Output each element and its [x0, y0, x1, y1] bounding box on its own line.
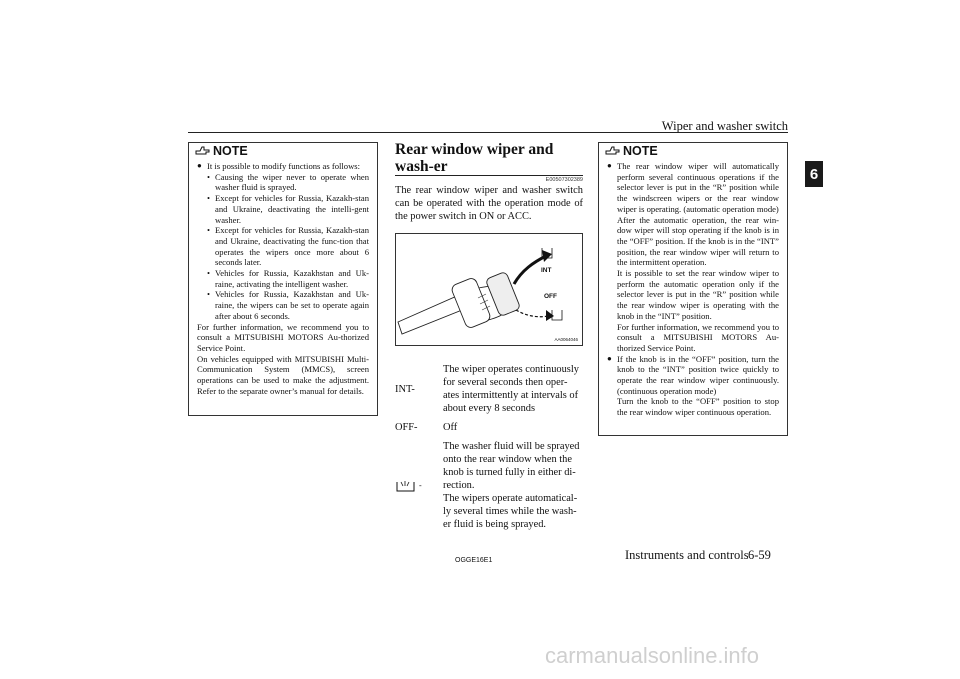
note-bullet: [197, 161, 369, 172]
note-paragraph: On vehicles equipped with MITSUBISHI Multi-Communication System (MMCS), screen operations can be used to make the adjustment. Refer to the separate owner’s manual for details.: [197, 353, 369, 396]
note-bullet: [607, 354, 779, 418]
note-bullet-text: It is possible to modify functions as follows:: [207, 161, 361, 171]
bullet-dot-icon: ●: [197, 161, 202, 170]
bullet-dot-icon: ●: [607, 161, 612, 170]
note-heading: [189, 143, 377, 158]
figure-code: AA0064046: [554, 337, 578, 342]
figure-label-int: INT: [541, 267, 552, 274]
rear-washer-icon: [395, 479, 417, 493]
note-sub-item: [197, 289, 369, 321]
mode-key: INT-: [395, 383, 415, 395]
mode-desc: Off: [443, 422, 458, 433]
section-intro: The rear window wiper and washer switch can be operated with the operation mode of the power switch in ON or ACC.: [395, 185, 583, 222]
mode-row: [395, 421, 583, 434]
page-number: 6-59: [748, 548, 771, 562]
mode-row: [395, 363, 583, 415]
watermark: carmanualsonline.info: [545, 643, 760, 668]
right-note-body: [599, 158, 787, 422]
footer-code: OGGE16E1: [455, 557, 493, 564]
mode-desc: The wiper operates continuously for several seconds then oper-ates intermittently at intervals of about every 8 seconds: [443, 364, 579, 414]
sub-bullet-icon: •: [207, 268, 211, 279]
note-heading: [599, 143, 787, 158]
note-sub-item-text: Vehicles for Russia, Kazakhstan and Uk-raine, the wipers can be set to operate again after about 6 seconds.: [215, 289, 369, 321]
note-paragraph: For further information, we recommend you to consult a MITSUBISHI MOTORS Au-thorized Service Point.: [197, 321, 369, 353]
note-sub-item: [197, 193, 369, 225]
bullet-dot-icon: ●: [607, 353, 612, 363]
title-rule: [395, 175, 583, 176]
mode-key-washer: [395, 440, 443, 531]
section-code: E00507302389: [545, 177, 583, 183]
sub-bullet-icon: •: [207, 225, 211, 236]
note-sub-item-text: Except for vehicles for Russia, Kazakh-stan and Ukraine, deactivating the func-tion that operates the wipers once more about 6 seconds later.: [215, 225, 369, 268]
note-sub-item: [197, 225, 369, 268]
running-header: Wiper and washer switch: [661, 119, 788, 133]
sub-bullet-icon: •: [207, 289, 211, 300]
note-sub-item-text: Vehicles for Russia, Kazakhstan and Uk-raine, activating the intelligent washer.: [215, 268, 369, 289]
section-title: Rear window wiper and wash-er: [395, 141, 554, 175]
note-line: If the knob is in the “OFF” position, turn the knob to the “INT” position twice quickly to operate the rear window wiper continuously. (continuous operation mode): [617, 353, 779, 396]
note-sub-item: [197, 268, 369, 289]
figure-label-off: OFF: [544, 293, 557, 300]
note-sub-item: [197, 172, 369, 193]
note-line: It is possible to set the rear window wiper to perform the automatic operation only if the selector lever is put in the “R” position while the rear window wiper is operating with the knob in the “INT” position.: [617, 268, 779, 321]
mode-key: OFF-: [395, 422, 418, 433]
wiper-switch-figure: [395, 233, 583, 346]
chapter-tab: 6: [805, 161, 823, 187]
left-note-body: [189, 158, 377, 400]
mode-row: [395, 440, 583, 531]
left-note-box: [188, 142, 378, 416]
wiper-lever-illustration: [396, 234, 582, 345]
note-line: After the automatic operation, the rear win-dow wiper will stop operating if the knob is in the “OFF” position. If the knob is in the “INT” position, the rear window wiper will return to the intermittent operation.: [617, 214, 779, 268]
note-line: The rear window wiper will automatically perform several continuous operations if the selector lever is put in the “R” position while the windscreen wipers or the rear window wiper is operating. (automatic operation mode): [617, 161, 779, 214]
note-label: NOTE: [623, 143, 658, 158]
mode-desc: The washer fluid will be sprayed onto the rear window when the knob is turned fully in either di-rection. The wipers operate automatical-ly several times while the wash-er fluid is being sprayed.: [443, 441, 580, 530]
note-label: NOTE: [213, 143, 248, 158]
note-line: Turn the knob to the “OFF” position to stop the rear window wiper continuous operation.: [617, 396, 779, 418]
sub-bullet-icon: •: [207, 171, 211, 182]
footer-section: Instruments and controls: [625, 548, 749, 562]
modes-table: [395, 363, 583, 537]
note-bullet: [607, 161, 779, 354]
hand-icon: [195, 145, 210, 156]
hand-icon: [605, 145, 620, 156]
mode-key-suffix: -: [419, 481, 422, 490]
right-note-box: [598, 142, 788, 436]
note-sub-item-text: Causing the wiper never to operate when washer fluid is sprayed.: [215, 171, 369, 193]
note-line: For further information, we recommend you to consult a MITSUBISHI MOTORS Au-thorized Service Point.: [617, 321, 779, 353]
sub-bullet-icon: •: [207, 193, 211, 204]
note-sub-item-text: Except for vehicles for Russia, Kazakh-stan and Ukraine, deactivating the intelli-gent washer.: [215, 193, 369, 225]
header-rule: [188, 132, 788, 133]
